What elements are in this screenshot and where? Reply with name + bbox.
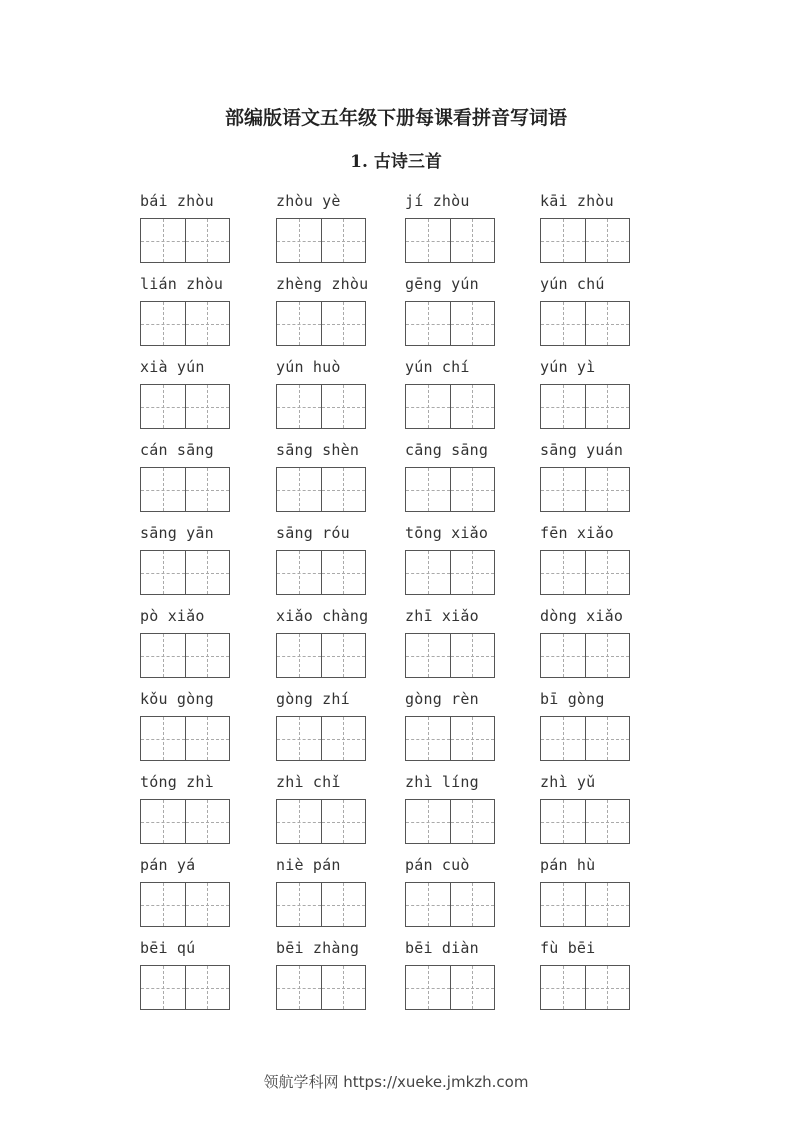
tianzige-box[interactable] — [585, 302, 630, 345]
pinyin-label: zhì yǔ — [540, 773, 596, 791]
pinyin-label: sāng yān — [140, 524, 214, 542]
writing-boxes — [276, 301, 366, 346]
pinyin-label: fēn xiǎo — [540, 524, 614, 542]
writing-boxes — [540, 218, 630, 263]
writing-boxes — [405, 384, 495, 429]
pinyin-label: yún yì — [540, 358, 596, 376]
tianzige-box[interactable] — [541, 883, 585, 926]
writing-boxes — [140, 965, 230, 1010]
tianzige-box[interactable] — [450, 219, 495, 262]
writing-boxes — [405, 882, 495, 927]
pinyin-label: bēi qú — [140, 939, 196, 957]
writing-boxes — [540, 633, 630, 678]
pinyin-label: sāng róu — [276, 524, 350, 542]
tianzige-box[interactable] — [406, 634, 450, 677]
writing-boxes — [140, 716, 230, 761]
tianzige-box[interactable] — [541, 717, 585, 760]
tianzige-box[interactable] — [541, 302, 585, 345]
tianzige-box[interactable] — [185, 883, 230, 926]
writing-boxes — [140, 882, 230, 927]
tianzige-box[interactable] — [141, 551, 185, 594]
tianzige-box[interactable] — [277, 302, 321, 345]
writing-boxes — [140, 467, 230, 512]
tianzige-box[interactable] — [321, 800, 366, 843]
pinyin-label: pán yá — [140, 856, 196, 874]
tianzige-box[interactable] — [541, 966, 585, 1009]
writing-boxes — [140, 799, 230, 844]
tianzige-box[interactable] — [277, 219, 321, 262]
writing-boxes — [405, 467, 495, 512]
tianzige-box[interactable] — [406, 219, 450, 262]
tianzige-box[interactable] — [450, 966, 495, 1009]
pinyin-label: kāi zhòu — [540, 192, 614, 210]
writing-boxes — [540, 550, 630, 595]
tianzige-box[interactable] — [185, 800, 230, 843]
tianzige-box[interactable] — [185, 634, 230, 677]
tianzige-box[interactable] — [406, 800, 450, 843]
writing-boxes — [140, 301, 230, 346]
footer-watermark: 领航学科网 https://xueke.jmkzh.com — [263, 1073, 529, 1091]
writing-boxes — [405, 633, 495, 678]
pinyin-label: yún huò — [276, 358, 341, 376]
tianzige-box[interactable] — [450, 551, 495, 594]
tianzige-box[interactable] — [277, 551, 321, 594]
tianzige-box[interactable] — [541, 385, 585, 428]
tianzige-box[interactable] — [277, 634, 321, 677]
tianzige-box[interactable] — [185, 302, 230, 345]
tianzige-box[interactable] — [277, 966, 321, 1009]
tianzige-box[interactable] — [450, 883, 495, 926]
tianzige-box[interactable] — [585, 800, 630, 843]
lesson-title: 1. 古诗三首 — [350, 152, 442, 172]
tianzige-box[interactable] — [141, 717, 185, 760]
tianzige-box[interactable] — [141, 302, 185, 345]
tianzige-box[interactable] — [406, 551, 450, 594]
tianzige-box[interactable] — [406, 302, 450, 345]
pinyin-label: lián zhòu — [140, 275, 224, 293]
writing-boxes — [276, 467, 366, 512]
pinyin-label: fù bēi — [540, 939, 596, 957]
writing-boxes — [140, 218, 230, 263]
writing-boxes — [140, 384, 230, 429]
tianzige-box[interactable] — [450, 385, 495, 428]
tianzige-box[interactable] — [277, 883, 321, 926]
tianzige-box[interactable] — [321, 966, 366, 1009]
writing-boxes — [140, 633, 230, 678]
tianzige-box[interactable] — [277, 385, 321, 428]
tianzige-box[interactable] — [141, 468, 185, 511]
pinyin-label: tóng zhì — [140, 773, 214, 791]
pinyin-label: tōng xiǎo — [405, 524, 489, 542]
tianzige-box[interactable] — [321, 634, 366, 677]
tianzige-box[interactable] — [141, 883, 185, 926]
tianzige-box[interactable] — [585, 966, 630, 1009]
page-title: 部编版语文五年级下册每课看拼音写词语 — [224, 107, 567, 129]
writing-boxes — [405, 301, 495, 346]
tianzige-box[interactable] — [450, 468, 495, 511]
pinyin-label: jí zhòu — [405, 192, 470, 210]
tianzige-box[interactable] — [321, 468, 366, 511]
tianzige-box[interactable] — [141, 385, 185, 428]
pinyin-label: zhì chǐ — [276, 773, 341, 791]
writing-boxes — [405, 965, 495, 1010]
tianzige-box[interactable] — [585, 634, 630, 677]
tianzige-box[interactable] — [406, 385, 450, 428]
writing-boxes — [276, 384, 366, 429]
tianzige-box[interactable] — [450, 717, 495, 760]
pinyin-label: cán sāng — [140, 441, 214, 459]
tianzige-box[interactable] — [321, 302, 366, 345]
tianzige-box[interactable] — [541, 551, 585, 594]
pinyin-label: pán hù — [540, 856, 596, 874]
pinyin-label: gòng zhí — [276, 690, 350, 708]
pinyin-label: dòng xiǎo — [540, 607, 624, 625]
writing-boxes — [276, 218, 366, 263]
writing-boxes — [140, 550, 230, 595]
tianzige-box[interactable] — [450, 634, 495, 677]
tianzige-box[interactable] — [321, 551, 366, 594]
writing-boxes — [276, 882, 366, 927]
tianzige-box[interactable] — [141, 800, 185, 843]
writing-boxes — [540, 301, 630, 346]
writing-boxes — [276, 799, 366, 844]
tianzige-box[interactable] — [321, 219, 366, 262]
pinyin-label: gòng rèn — [405, 690, 479, 708]
tianzige-box[interactable] — [185, 551, 230, 594]
tianzige-box[interactable] — [185, 468, 230, 511]
writing-boxes — [276, 965, 366, 1010]
pinyin-label: zhì líng — [405, 773, 479, 791]
pinyin-label: zhèng zhòu — [276, 275, 369, 293]
tianzige-box[interactable] — [585, 883, 630, 926]
tianzige-box[interactable] — [585, 468, 630, 511]
pinyin-label: cāng sāng — [405, 441, 489, 459]
tianzige-box[interactable] — [185, 385, 230, 428]
tianzige-box[interactable] — [141, 219, 185, 262]
tianzige-box[interactable] — [541, 468, 585, 511]
pinyin-label: yún chí — [405, 358, 470, 376]
tianzige-box[interactable] — [541, 219, 585, 262]
tianzige-box[interactable] — [450, 800, 495, 843]
pinyin-label: pán cuò — [405, 856, 470, 874]
pinyin-label: bái zhòu — [140, 192, 214, 210]
writing-boxes — [540, 467, 630, 512]
writing-boxes — [540, 882, 630, 927]
tianzige-box[interactable] — [321, 717, 366, 760]
tianzige-box[interactable] — [406, 717, 450, 760]
pinyin-label: bēi zhàng — [276, 939, 360, 957]
writing-boxes — [540, 965, 630, 1010]
pinyin-label: xiǎo chàng — [276, 607, 369, 625]
tianzige-box[interactable] — [406, 883, 450, 926]
tianzige-box[interactable] — [585, 717, 630, 760]
tianzige-box[interactable] — [141, 966, 185, 1009]
pinyin-label: bēi diàn — [405, 939, 479, 957]
pinyin-label: bī gòng — [540, 690, 605, 708]
tianzige-box[interactable] — [277, 717, 321, 760]
tianzige-box[interactable] — [406, 966, 450, 1009]
tianzige-box[interactable] — [321, 883, 366, 926]
pinyin-label: sāng shèn — [276, 441, 360, 459]
pinyin-label: zhòu yè — [276, 192, 341, 210]
pinyin-label: pò xiǎo — [140, 607, 205, 625]
tianzige-box[interactable] — [541, 800, 585, 843]
pinyin-label: xià yún — [140, 358, 205, 376]
writing-boxes — [405, 799, 495, 844]
writing-boxes — [540, 716, 630, 761]
tianzige-box[interactable] — [185, 966, 230, 1009]
tianzige-box[interactable] — [185, 219, 230, 262]
pinyin-label: niè pán — [276, 856, 341, 874]
pinyin-label: gēng yún — [405, 275, 479, 293]
pinyin-label: sāng yuán — [540, 441, 624, 459]
tianzige-box[interactable] — [277, 800, 321, 843]
tianzige-box[interactable] — [321, 385, 366, 428]
writing-boxes — [540, 799, 630, 844]
tianzige-box[interactable] — [141, 634, 185, 677]
tianzige-box[interactable] — [585, 219, 630, 262]
pinyin-label: zhī xiǎo — [405, 607, 479, 625]
writing-boxes — [405, 716, 495, 761]
tianzige-box[interactable] — [406, 468, 450, 511]
tianzige-box[interactable] — [450, 302, 495, 345]
writing-boxes — [405, 218, 495, 263]
pinyin-label: kǒu gòng — [140, 690, 214, 708]
tianzige-box[interactable] — [277, 468, 321, 511]
writing-boxes — [540, 384, 630, 429]
tianzige-box[interactable] — [585, 385, 630, 428]
tianzige-box[interactable] — [541, 634, 585, 677]
writing-boxes — [405, 550, 495, 595]
writing-boxes — [276, 633, 366, 678]
tianzige-box[interactable] — [585, 551, 630, 594]
tianzige-box[interactable] — [185, 717, 230, 760]
writing-boxes — [276, 716, 366, 761]
pinyin-label: yún chú — [540, 275, 605, 293]
writing-boxes — [276, 550, 366, 595]
